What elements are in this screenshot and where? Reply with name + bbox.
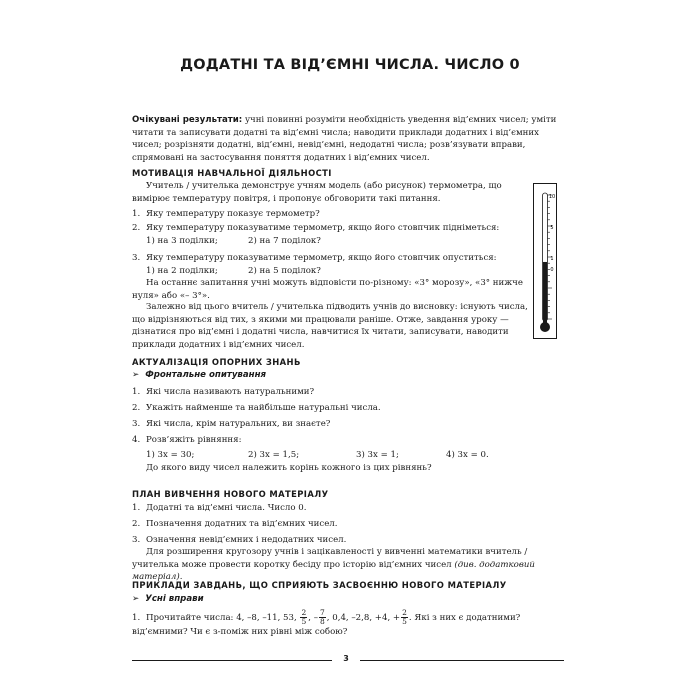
subheading-text: Усні вправи	[145, 594, 204, 604]
motivation-q1	[132, 208, 532, 221]
motivation-q3-options	[132, 265, 546, 278]
item-text: Яку температуру показує термометр?	[146, 209, 320, 219]
note-end: .	[179, 572, 183, 582]
equation: 3) 3x = 1;	[356, 450, 399, 460]
arrow-icon: ➢	[132, 594, 140, 604]
task-lead: Прочитайте числа: 4, –8, –11, 53,	[146, 613, 300, 623]
denominator: 5	[402, 617, 407, 626]
fraction	[401, 609, 408, 626]
motivation-conclusion: Залежно від цього вчитель / учителька підводить учнів до висновку: існують числа, що відрізняються від тих, з якими ми працювали раніше. Отже, завдання уроку — дізнатися про від’ємні і додатні числа, навчитися їх читати, записувати, наводити приклади додатних і від’ємних чисел.	[132, 302, 528, 350]
thermo-label-low: 1	[550, 256, 554, 262]
thermometer-illustration	[533, 183, 557, 339]
item-number: 3.	[132, 535, 141, 545]
item-number: 3.	[132, 419, 141, 429]
option-a: 1) на 2 поділки;	[146, 266, 218, 276]
expected-text: учні повинні розуміти необхідність уведення від’ємних чисел; уміти читати та записувати додатні та від’ємні числа; наводити приклади додатних і від’ємних чисел; розрізняти додатні, від’ємні, невід’ємні, недодатні числа; розв’язувати вправи, спрямовані на застосування поняття додатних і від’ємних чисел.	[132, 115, 557, 163]
item-number: 3.	[132, 253, 141, 263]
actualization-heading: АКТУАЛІЗАЦІЯ ОПОРНИХ ЗНАНЬ	[132, 357, 301, 367]
plan-item-2	[132, 518, 564, 531]
equations-row	[132, 449, 578, 462]
motivation-intro: Учитель / учителька демонструє учням модель (або рисунок) термометра, що вимірює температуру повітря, і пропонує обговорити такі питання.	[132, 181, 502, 204]
actualization-q2	[132, 402, 564, 415]
task-mid: , 0,4, –2,8, +4, +	[326, 613, 401, 623]
page-title: ДОДАТНІ ТА ВІД’ЄМНІ ЧИСЛА. ЧИСЛО 0	[180, 57, 520, 73]
item-text: Яку температуру показуватиме термометр, якщо його стовпчик підніметься:	[146, 223, 500, 233]
equation: 4) 3x = 0.	[446, 450, 489, 460]
item-number: 2.	[132, 223, 141, 233]
item-number: 2.	[132, 403, 141, 413]
item-text: Додатні та від’ємні числа. Число 0.	[146, 503, 307, 513]
motivation-q2-options	[132, 235, 546, 248]
plan-heading: ПЛАН ВИВЧЕННЯ НОВОГО МАТЕРІАЛУ	[132, 489, 329, 499]
thermometer-mercury	[543, 262, 547, 323]
task-sep: , –	[308, 613, 318, 623]
thermo-label-top: 10	[548, 194, 556, 200]
examples-subheading	[132, 593, 564, 606]
item-number: 1.	[132, 209, 141, 219]
item-text: Яку температуру показуватиме термометр, якщо його стовпчик опуститься:	[146, 253, 497, 263]
item-number: 4.	[132, 435, 141, 445]
item-number: 1.	[132, 613, 141, 623]
option-b: 2) на 7 поділок?	[248, 236, 321, 246]
item-text: Укажіть найменше та найбільше натуральні числа.	[146, 403, 381, 413]
item-text: Позначення додатних та від’ємних чисел.	[146, 519, 338, 529]
item-text: Які числа називають натуральними?	[146, 387, 315, 397]
examples-task-1	[132, 609, 564, 639]
motivation-q3	[132, 252, 532, 265]
option-a: 1) на 3 поділки;	[146, 236, 218, 246]
expected-label: Очікувані результати:	[132, 115, 243, 125]
denominator: 8	[320, 617, 325, 626]
subheading-text: Фронтальне опитування	[145, 370, 267, 380]
actualization-q3	[132, 418, 564, 431]
plan-item-3	[132, 534, 564, 547]
page-number: 3	[343, 654, 349, 663]
numerator: 2	[402, 608, 407, 617]
footer-rule-right	[360, 660, 564, 661]
motivation-answer: На останнє запитання учні можуть відповісти по-різному: «3° морозу», «3° нижче нуля» або «– 3°».	[132, 278, 523, 301]
task-tail: . Які з них є додатними? від’ємними? Чи є з-поміж них рівні між собою?	[132, 613, 521, 637]
expected-results	[132, 114, 564, 164]
motivation-q2	[132, 222, 532, 235]
note-text: Для розширення кругозору учнів і зацікавленості у вивченні математики вчитель / учителька може провести коротку бесіду про історію від’ємних чисел	[132, 547, 528, 570]
item-text: Означення невід’ємних і недодатних чисел.	[146, 535, 347, 545]
thermo-label-mid: 5	[550, 225, 554, 231]
actualization-subheading	[132, 369, 564, 382]
motivation-heading: МОТИВАЦІЯ НАВЧАЛЬНОЇ ДІЯЛЬНОСТІ	[132, 168, 332, 178]
actualization-question: До якого виду чисел належить корінь кожного із цих рівнянь?	[146, 463, 432, 473]
examples-heading: ПРИКЛАДИ ЗАВДАНЬ, ЩО СПРИЯЮТЬ ЗАСВОЄННЮ НОВОГО МАТЕРІАЛУ	[132, 580, 507, 590]
item-text: Які числа, крім натуральних, ви знаєте?	[146, 419, 331, 429]
equation: 1) 3x = 30;	[146, 450, 195, 460]
option-b: 2) на 5 поділок?	[248, 266, 321, 276]
denominator: 5	[301, 617, 307, 626]
numerator: 7	[320, 608, 325, 617]
footer-rule-left	[132, 660, 332, 661]
fraction	[300, 609, 307, 626]
item-number: 1.	[132, 387, 141, 397]
item-number: 1.	[132, 503, 141, 513]
item-text: Розв’яжіть рівняння:	[146, 435, 242, 445]
thermo-label-zero: 0	[550, 267, 554, 273]
note-reference: (див. додатковий матеріал)	[132, 559, 535, 582]
equation: 2) 3x = 1,5;	[248, 450, 300, 460]
arrow-icon: ➢	[132, 370, 140, 380]
plan-note	[132, 546, 564, 584]
plan-item-1	[132, 502, 564, 515]
actualization-q4	[132, 434, 564, 447]
numerator: 2	[301, 608, 307, 617]
actualization-q1	[132, 386, 564, 399]
item-number: 2.	[132, 519, 141, 529]
fraction	[319, 609, 326, 626]
